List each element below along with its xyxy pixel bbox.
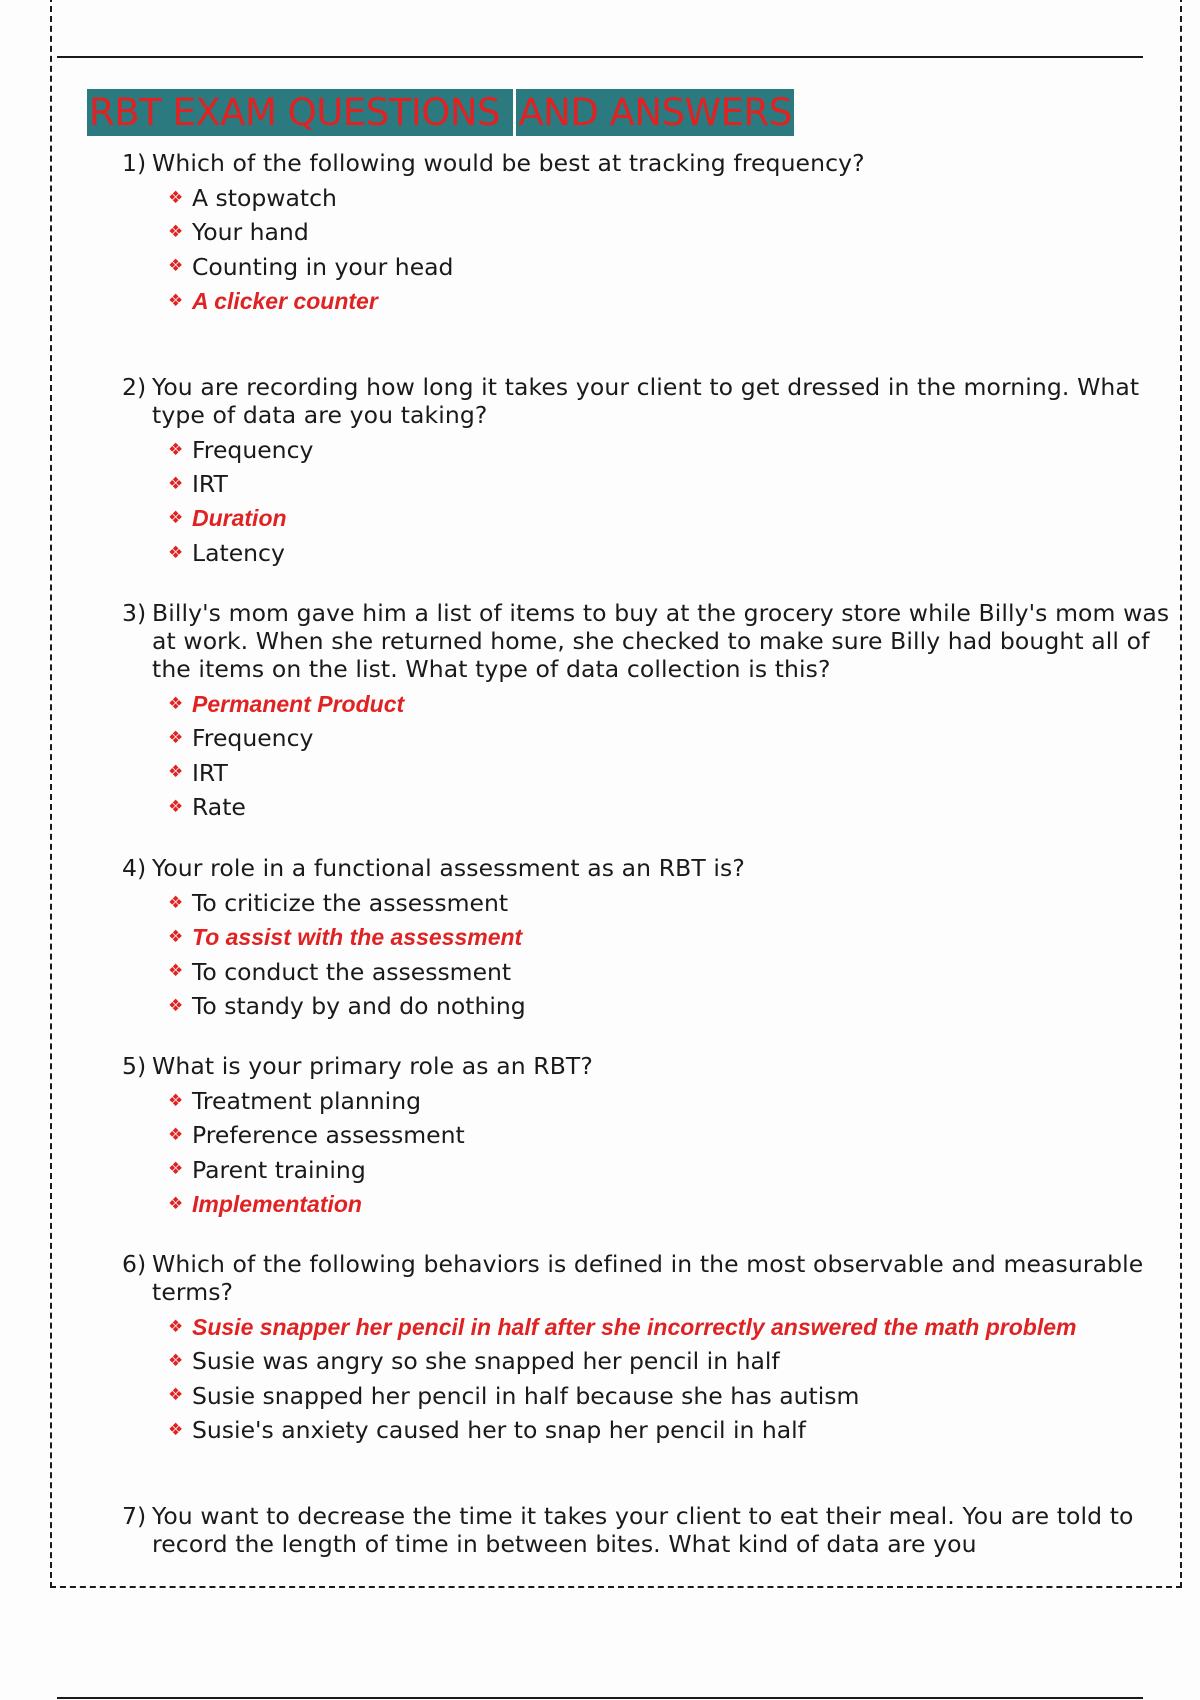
question-6 [122,1250,1172,1447]
diamond-bullet-icon: ❖ [168,439,184,460]
question-5 [122,1052,1172,1221]
diamond-bullet-icon: ❖ [168,1159,184,1180]
question-number: 2) [122,373,147,401]
option-list [122,1084,1172,1221]
option-list [122,433,1172,570]
answer-option: ❖ A stopwatch [168,184,337,213]
diamond-bullet-icon: ❖ [168,796,184,817]
question-number: 6) [122,1250,147,1278]
question-text: What is your primary role as an RBT? [152,1052,593,1080]
question-text: You want to decrease the time it takes your client to eat their meal. You are told to record the length of time in between bites. What kind of data are you [152,1502,1134,1558]
answer-option: ❖ Your hand [168,218,309,247]
footer-rule [57,1697,1143,1699]
option-list [122,687,1172,824]
diamond-bullet-icon: ❖ [168,1124,184,1145]
title-part: RBT EXAM QUESTIONS [89,91,512,134]
diamond-bullet-icon: ❖ [168,892,184,913]
answer-option: ❖ Frequency [168,436,314,465]
diamond-bullet-icon: ❖ [168,1193,184,1214]
answer-option: ❖ Latency [168,539,285,568]
diamond-bullet-icon: ❖ [168,762,184,783]
answer-option: ❖ Susie snapped her pencil in half because she has autism [168,1381,860,1410]
diamond-bullet-icon: ❖ [168,995,184,1016]
question-number: 3) [122,599,147,627]
diamond-bullet-icon: ❖ [168,221,184,242]
header-rule [57,56,1143,58]
question-number: 7) [122,1502,147,1530]
answer-option: ❖ To standy by and do nothing [168,992,526,1021]
diamond-bullet-icon: ❖ [168,256,184,277]
correct-answer-option: ❖ To assist with the assessment [168,923,523,950]
diamond-bullet-icon: ❖ [168,1350,184,1371]
answer-option: ❖ IRT [168,470,228,499]
answer-option: ❖ To criticize the assessment [168,889,509,918]
answer-option: ❖ Counting in your head [168,252,454,281]
answer-option: ❖ Preference assessment [168,1121,465,1150]
answer-option: ❖ Parent training [168,1155,366,1184]
question-text: Which of the following would be best at tracking frequency? [152,149,865,177]
diamond-bullet-icon: ❖ [168,187,184,208]
diamond-bullet-icon: ❖ [168,926,184,947]
answer-option: ❖ Susie's anxiety caused her to snap her pencil in half [168,1416,806,1445]
diamond-bullet-icon: ❖ [168,290,184,311]
title-part: AND ANSWERS [518,91,792,134]
correct-answer-option: ❖ Duration [168,505,287,532]
diamond-bullet-icon: ❖ [168,1385,184,1406]
question-1 [122,149,1172,318]
diamond-bullet-icon: ❖ [168,508,184,529]
question-3 [122,599,1172,824]
option-list [122,1310,1172,1447]
question-number: 1) [122,149,147,177]
question-number: 4) [122,854,147,882]
correct-answer-option: ❖ Implementation [168,1190,362,1217]
correct-answer-option: ❖ Susie snapper her pencil in half after she incorrectly answered the math problem [168,1313,1077,1340]
question-2 [122,373,1172,570]
diamond-bullet-icon: ❖ [168,542,184,563]
diamond-bullet-icon: ❖ [168,1316,184,1337]
answer-option: ❖ Susie was angry so she snapped her pencil in half [168,1347,780,1376]
answer-option: ❖ Treatment planning [168,1087,422,1116]
diamond-bullet-icon: ❖ [168,961,184,982]
answer-option: ❖ To conduct the assessment [168,957,512,986]
diamond-bullet-icon: ❖ [168,693,184,714]
correct-answer-option: ❖ A clicker counter [168,287,378,314]
question-text: Billy's mom gave him a list of items to buy at the grocery store while Billy's mom was at work. When she returned home, she checked to make sure Billy had bought all of the items on the list. What type of data collection is this? [152,599,1170,683]
document-title [87,89,794,136]
question-text: Your role in a functional assessment as an RBT is? [152,854,745,882]
question-number: 5) [122,1052,147,1080]
diamond-bullet-icon: ❖ [168,727,184,748]
option-list [122,886,1172,1023]
question-text: Which of the following behaviors is defined in the most observable and measurable terms? [152,1250,1144,1306]
diamond-bullet-icon: ❖ [168,1419,184,1440]
question-4 [122,854,1172,1023]
answer-option: ❖ Rate [168,793,246,822]
option-list [122,181,1172,318]
answer-option: ❖ Frequency [168,724,314,753]
answer-option: ❖ IRT [168,758,228,787]
correct-answer-option: ❖ Permanent Product [168,690,405,717]
question-text: You are recording how long it takes your client to get dressed in the morning. What type of data are you taking? [152,373,1140,429]
diamond-bullet-icon: ❖ [168,1090,184,1111]
question-7 [122,1502,1172,1558]
diamond-bullet-icon: ❖ [168,473,184,494]
